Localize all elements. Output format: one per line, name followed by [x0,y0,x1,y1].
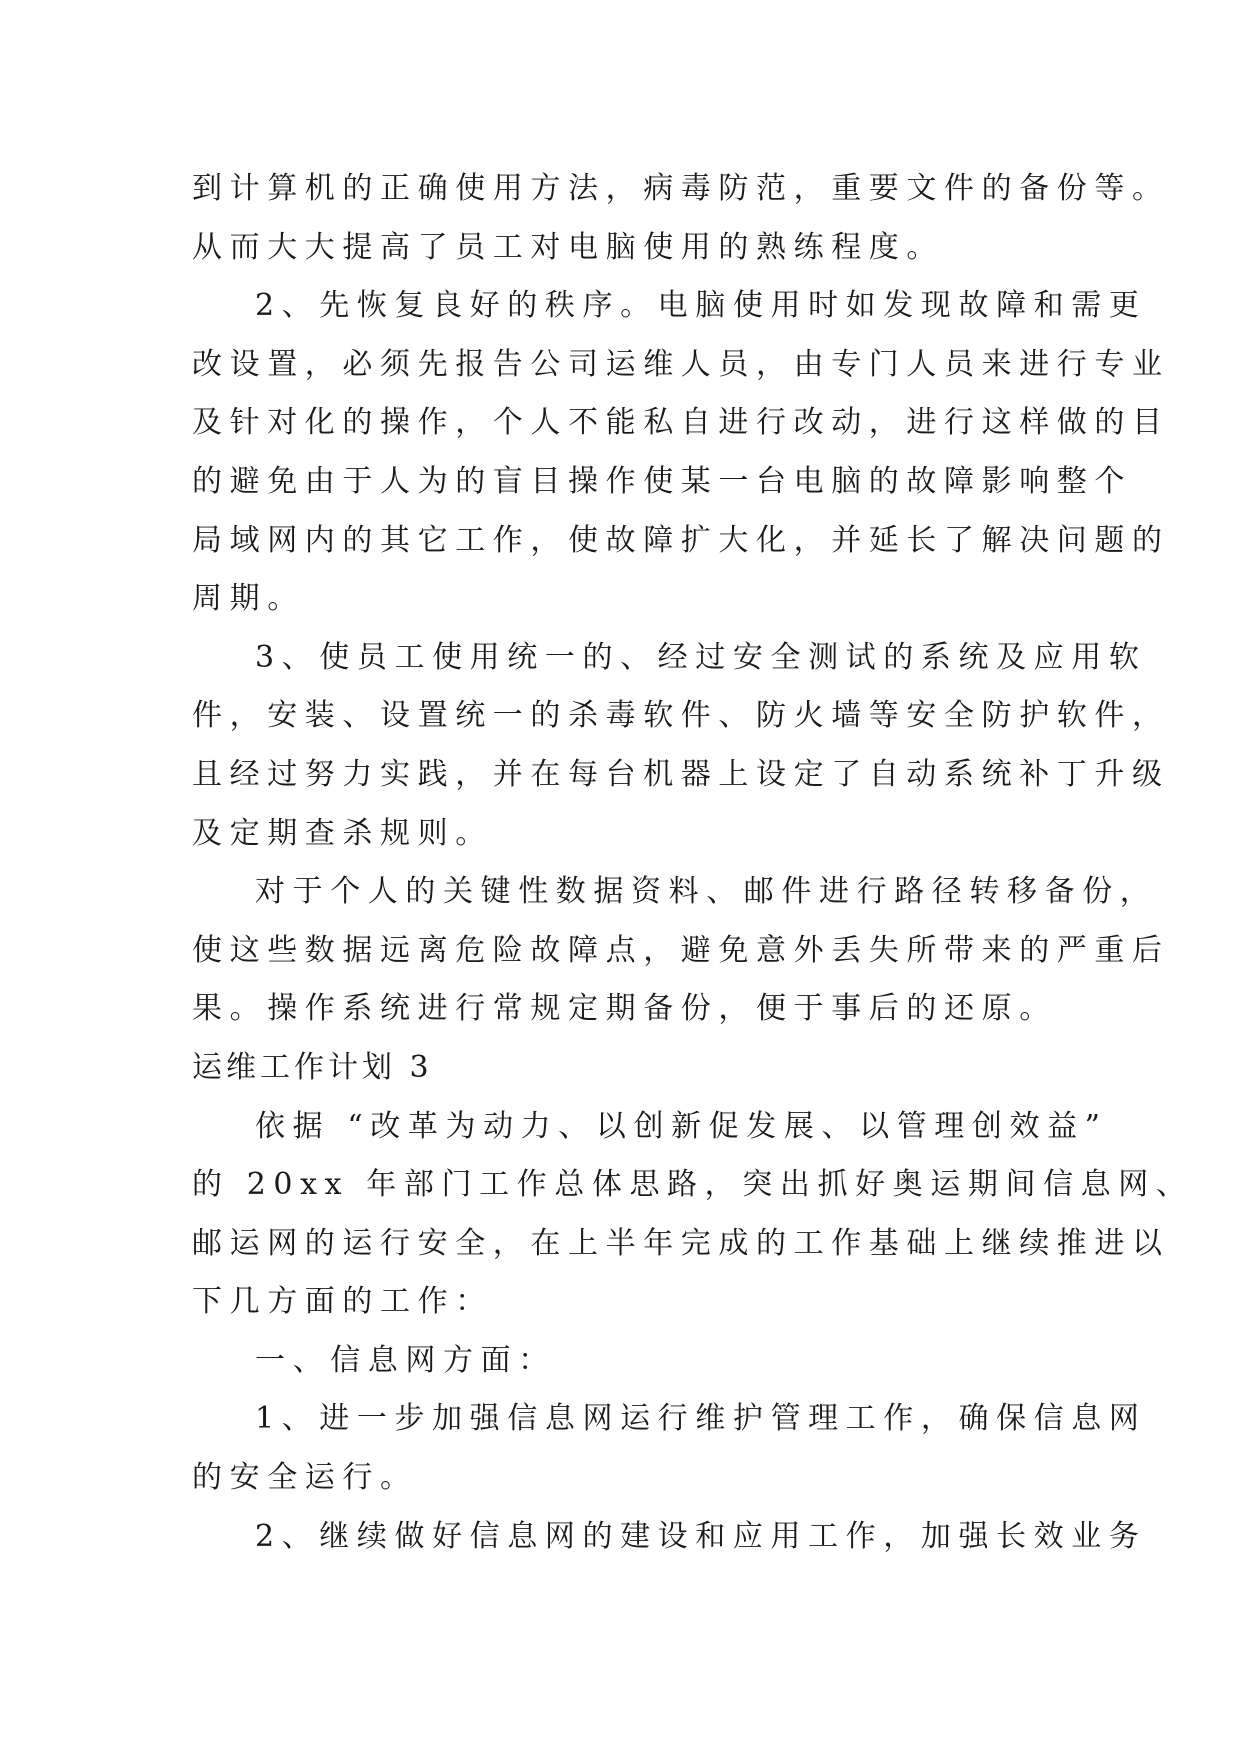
text-line: 对于个人的关键性数据资料、邮件进行路径转移备份， [255,874,1158,910]
text-line: 一、信息网方面： [255,1342,556,1378]
text-line: 周期。 [192,581,305,617]
text-line: 的安全运行。 [192,1460,418,1496]
text-line: 改设置，必须先报告公司运维人员，由专门人员来进行专业 [192,346,1170,382]
text-line: 3、使员工使用统一的、经过安全测试的系统及应用软 [255,639,1147,675]
text-line: 件，安装、设置统一的杀毒软件、防火墙等安全防护软件， [192,698,1170,734]
text-line: 到计算机的正确使用方法，病毒防范，重要文件的备份等。 [192,171,1170,206]
text-line: 的避免由于人为的盲目操作使某一台电脑的故障影响整个 [192,463,1132,499]
text-line: 下几方面的工作： [192,1284,493,1320]
text-line: 使这些数据远离危险故障点，避免意外丢失所带来的严重后 [192,932,1170,968]
document-body [192,160,1194,1566]
text-line: 果。操作系统进行常规定期备份，便于事后的还原。 [192,991,1057,1027]
text-line: 及定期查杀规则。 [192,815,493,851]
text-line: 2、继续做好信息网的建设和应用工作，加强长效业务 [255,1518,1147,1554]
text-line: 从而大大提高了员工对电脑使用的熟练程度。 [192,229,944,265]
text-line: 1、进一步加强信息网运行维护管理工作，确保信息网 [255,1401,1147,1437]
section-heading: 运维工作计划 3 [192,1049,433,1085]
text-line: 且经过努力实践，并在每台机器上设定了自动系统补丁升级 [192,756,1170,792]
text-line: 依据 “改革为动力、以创新促发展、以管理创效益” [255,1108,1108,1144]
text-line: 2、先恢复良好的秩序。电脑使用时如发现故障和需更 [255,288,1147,324]
text-line: 邮运网的运行安全，在上半年完成的工作基础上继续推进以 [192,1225,1170,1261]
text-line: 的 20xx 年部门工作总体思路，突出抓好奥运期间信息网、 [192,1167,1194,1203]
text-line: 局域网内的其它工作，使故障扩大化，并延长了解决问题的 [192,522,1170,558]
text-line: 及针对化的操作，个人不能私自进行改动，进行这样做的目 [192,405,1170,441]
